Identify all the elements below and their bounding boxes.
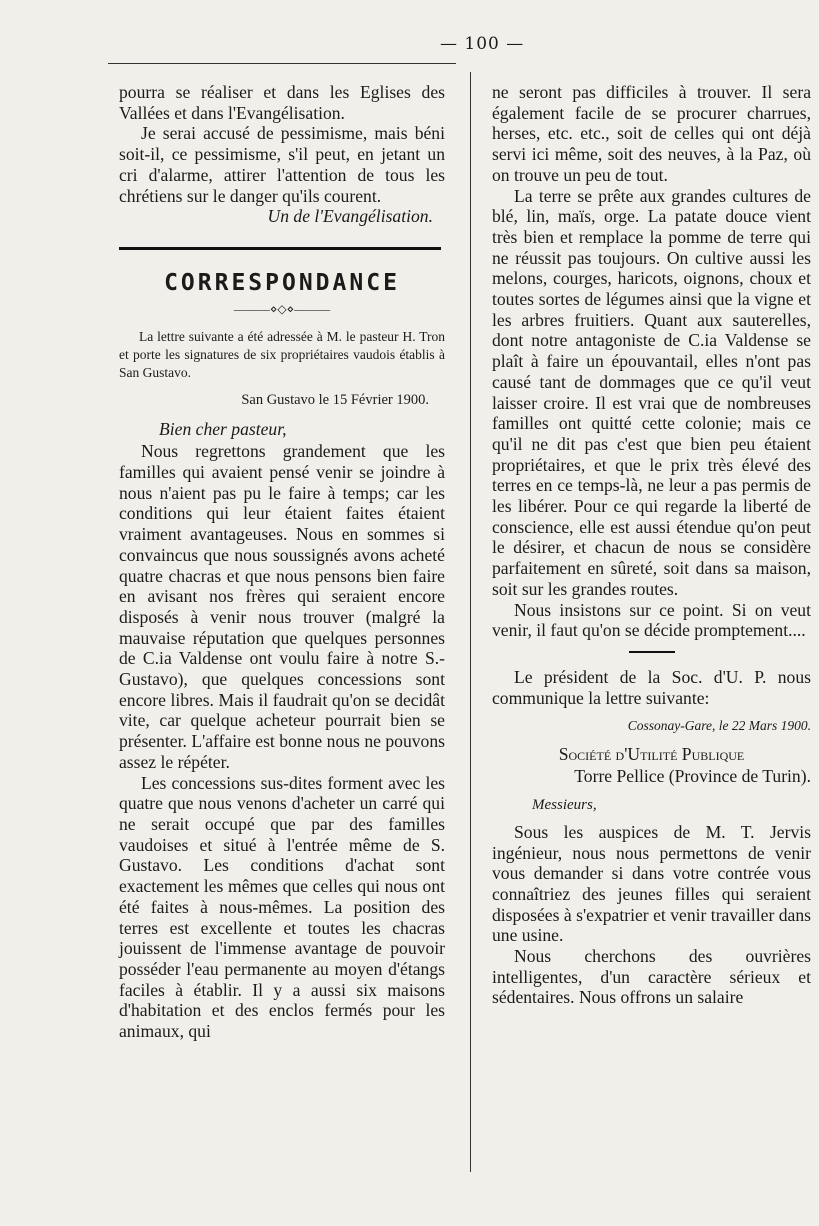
ornament-divider: ———⋄◇⋄——— xyxy=(233,301,331,316)
top-rule xyxy=(108,63,456,64)
paragraph: Nous regrettons grandement que les familles qui avaient pensé venir se joindre à nous n'aient pas pu le faire à temps; car les conditions qui leur étaient faites étaient vraiment avantageuses. Nous en sommes si convaincus que nous soussignés avons acheté quatre chacras et que nous pensons bien faire en avisant nos frères qui seraient encore disposés à venir nous trouver (malgré la mauvaise réputation que quelques personnes de C.ia Valdense ont voulu faire à notre S.-Gustavo), que quelques concessions sont encore libres. Mais il faudrait qu'on se decidât vite, car quelque acheteur pourrait bien se présenter. L'affaire est bonne nous ne pouvons assez le répéter. xyxy=(119,441,445,772)
paragraph: Le président de la Soc. d'U. P. nous communique la lettre suivante: xyxy=(492,666,811,708)
organization-location: Torre Pellice (Province de Turin). xyxy=(574,766,811,787)
paragraph: La terre se prête aux grandes cultures de blé, lin, maïs, orge. La patate douce vient très bien et remplace la pomme de terre qui ne réussit pas toujours. On cultive aussi les melons, courges, haricots, oignons, choux et toutes sortes de légumes ainsi que la vigne et les arbres fruitiers. Quant aux sauterelles, dont notre antagoniste de C.ia Valdense se plaît à faire un épouvantail, elles n'ont pas causé tant de dommages que ce qu'il veut laisser croire. Il est vrai que de nombreuses familles ont quitté cette colonie; mais ce qu'il ne dit pas c'est que bien peu étaient propriétaires, et que le prix très élevé des terres en ce temps-là, ne leur a pas permis de les libérer. Pour ce qui regarde la liberté de conscience, elle est aussi étendue qu'on peut le désirer, et chacun de nous se considère parfaitement en sûreté, soit dans sa maison, soit sur les grandes routes. xyxy=(492,185,811,599)
paragraph-continuation: ne seront pas difficiles à trouver. Il sera également facile de se procurer charrues, herses, etc. etc., soit de celles qui ont déjà servi ici même, soit des neuves, à la Paz, où on trouve un peu de tout. xyxy=(492,82,811,185)
letter-intro: La lettre suivante a été adressée à M. le pasteur H. Tron et porte les signatures de six propriétaires vaudois établis à San Gustavo. xyxy=(119,328,445,380)
letter-dateline: Cossonay-Gare, le 22 Mars 1900. xyxy=(627,718,811,734)
letter-salutation: Bien cher pasteur, xyxy=(159,418,287,439)
page-number: — 100 — xyxy=(440,34,525,54)
paragraph: Nous insistons sur ce point. Si on veut venir, il faut qu'on se décide promptement.... xyxy=(492,599,811,641)
letter-dateline: San Gustavo le 15 Février 1900. xyxy=(241,391,429,408)
right-column xyxy=(492,82,811,1008)
organization-name: Société d'Utilité Publique xyxy=(558,744,745,765)
paragraph: Les concessions sus-dites forment avec les quatre que nous venons d'acheter un carré qui ne serait occupé que par des familles vaudoises et situé à l'entrée même de S. Gustavo. Les conditions d'achat sont exactement les mêmes que celles qui nous ont été faites à nous-mêmes. La position des terres est excellente et toutes les chacras jouissent de l'immense avantage de pouvoir posséder l'eau permanente au moyen d'étangs faciles à établir. Il y a aussi six maisons d'habitation et des enclos fermés pour les animaux, qui xyxy=(119,772,445,1042)
paragraph: Nous cherchons des ouvrières intelligentes, d'un caractère sérieux et sédentaires. Nous offrons un salaire xyxy=(492,946,811,1008)
paragraph: Je serai accusé de pessimisme, mais béni soit-il, ce pessimisme, s'il peut, en jetant un cri d'alarme, attirer l'attention de tous les chrétiens sur le danger qu'ils courent. xyxy=(119,123,445,206)
section-heading: CORRESPONDANCE xyxy=(164,269,400,296)
letter-salutation: Messieurs, xyxy=(532,797,597,814)
article-signature: Un de l'Evangélisation. xyxy=(267,206,433,227)
short-rule xyxy=(629,651,675,653)
column-divider xyxy=(470,72,471,1172)
paragraph-continuation: pourra se réaliser et dans les Eglises des Vallées et dans l'Evangélisation. xyxy=(119,82,445,123)
section-rule xyxy=(119,247,441,250)
left-column xyxy=(119,82,445,1042)
paragraph: Sous les auspices de M. T. Jervis ingénieur, nous nous permettons de venir vous demander si dans votre contrée vous connaîtriez des jeunes filles qui seraient disposées à s'expatrier et venir travailler dans une usine. xyxy=(492,821,811,946)
